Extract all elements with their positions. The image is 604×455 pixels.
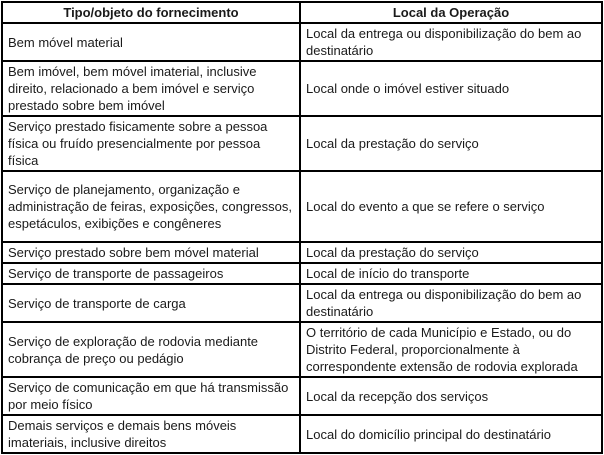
table-row	[2, 322, 602, 377]
table-row	[2, 284, 602, 322]
table-row	[2, 61, 602, 116]
supply-location-table	[1, 1, 603, 454]
cell-tipo: Serviço de planejamento, organização e administração de feiras, exposições, congressos, espetáculos, exibições e congêneres	[2, 171, 300, 242]
cell-local: Local da entrega ou disponibilização do bem ao destinatário	[300, 23, 602, 61]
cell-tipo: Serviço de transporte de carga	[2, 284, 300, 322]
cell-local: Local do evento a que se refere o serviço	[300, 171, 602, 242]
cell-tipo: Serviço de exploração de rodovia mediante cobrança de preço ou pedágio	[2, 322, 300, 377]
table-row	[2, 116, 602, 171]
cell-local: Local da prestação do serviço	[300, 242, 602, 263]
table-row	[2, 415, 602, 453]
cell-tipo: Serviço prestado sobre bem móvel material	[2, 242, 300, 263]
column-header-local: Local da Operação	[300, 2, 602, 23]
cell-local: Local onde o imóvel estiver situado	[300, 61, 602, 116]
cell-local: O território de cada Município e Estado, ou do Distrito Federal, proporcionalmente à correspondente extensão de rodovia explorada	[300, 322, 602, 377]
cell-local: Local da recepção dos serviços	[300, 377, 602, 415]
cell-local: Local da prestação do serviço	[300, 116, 602, 171]
cell-local: Local do domicílio principal do destinatário	[300, 415, 602, 453]
cell-tipo: Bem imóvel, bem móvel imaterial, inclusive direito, relacionado a bem imóvel e serviço prestado sobre bem imóvel	[2, 61, 300, 116]
cell-tipo: Demais serviços e demais bens móveis imateriais, inclusive direitos	[2, 415, 300, 453]
table-header-row	[2, 2, 602, 23]
cell-tipo: Serviço prestado fisicamente sobre a pessoa física ou fruído presencialmente por pessoa física	[2, 116, 300, 171]
table-row	[2, 171, 602, 242]
cell-tipo: Serviço de comunicação em que há transmissão por meio físico	[2, 377, 300, 415]
cell-tipo: Serviço de transporte de passageiros	[2, 263, 300, 284]
cell-local: Local de início do transporte	[300, 263, 602, 284]
column-header-tipo: Tipo/objeto do fornecimento	[2, 2, 300, 23]
table-row	[2, 263, 602, 284]
table-row	[2, 23, 602, 61]
table-row	[2, 242, 602, 263]
cell-tipo: Bem móvel material	[2, 23, 300, 61]
table-row	[2, 377, 602, 415]
cell-local: Local da entrega ou disponibilização do bem ao destinatário	[300, 284, 602, 322]
